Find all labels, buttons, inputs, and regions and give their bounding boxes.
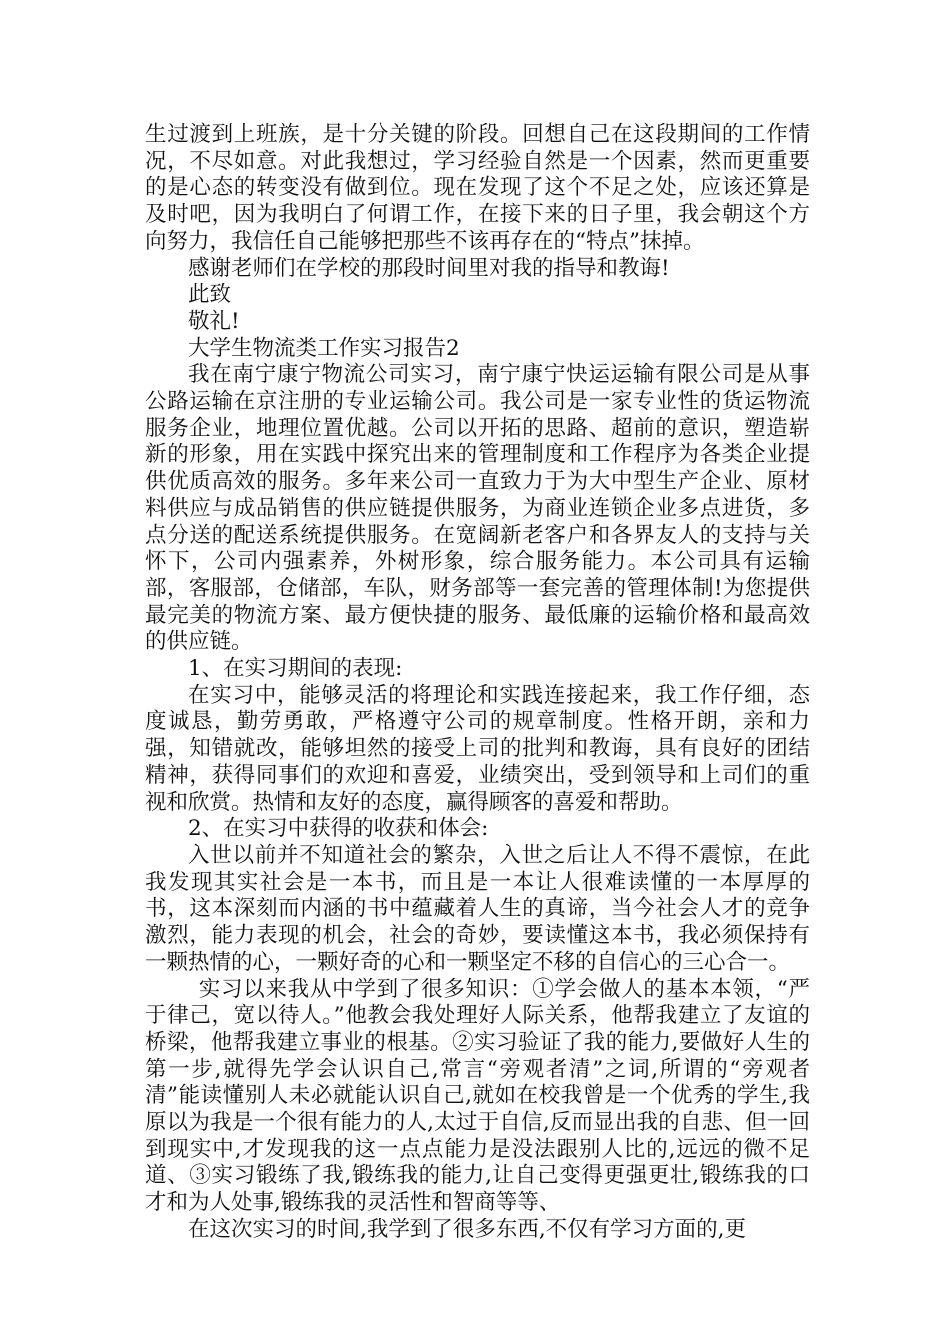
- section-heading-performance: 1、在实习期间的表现:: [188, 656, 403, 682]
- paragraph-thanks: 感谢老师们在学校的那段时间里对我的指导和教诲!: [188, 255, 670, 281]
- document-body: [145, 122, 810, 1244]
- closing-cizhi: 此致: [188, 282, 232, 308]
- section-heading-gains: 2、在实习中获得的收获和体会:: [188, 816, 489, 842]
- paragraph-continuation: 生过渡到上班族，是十分关键的阶段。回想自己在这段期间的工作情况，不尽如意。对此我想过，学习经验自然是一个因素，然而更重要的是心态的转变没有做到位。现在发现了这个不足之处，应该还算是及时吧，因为我明白了何谓工作，在接下来的日子里，我会朝这个方向努力，我信任自己能够把那些不该再存在的“特点”抹掉。: [145, 122, 810, 254]
- paragraph-company-intro: 我在南宁康宁物流公司实习，南宁康宁快运运输有限公司是从事公路运输在京注册的专业运输公司。我公司是一家专业性的货运物流服务企业，地理位置优越。公司以开拓的思路、超前的意识，塑造崭新的形象，用在实践中探究出来的管理制度和工作程序为各类企业提供优质高效的服务。多年来公司一直致力于为大中型生产企业、原材料供应与成品销售的供应链提供服务，为商业连锁企业多点进货，多点分送的配送系统提供服务。在宽阔新老客户和各界友人的支持与关怀下，公司内强素养，外树形象，综合服务能力。本公司具有运输部，客服部，仓储部，车队，财务部等一套完善的管理体制!为您提供最完美的物流方案、最方便快捷的服务、最低廉的运输价格和最高效的供应链。: [145, 362, 810, 655]
- paragraph-society: 入世以前并不知道社会的繁杂，入世之后让人不得不震惊，在此我发现其实社会是一本书，而且是一本让人很难读懂的一本厚厚的书，这本深刻而内涵的书中蕴藏着人生的真谛，当今社会人才的竞争激烈，能力表现的机会，社会的奇妙，要读懂这本书，我必须保持有一颗热情的心，一颗好奇的心和一颗坚定不移的自信心的三心合一。: [145, 842, 810, 975]
- paragraph-knowledge: 实习以来我从中学到了很多知识：①学会做人的基本本领，“严于律己，宽以待人。”他教会我处理好人际关系，他帮我建立了友谊的桥梁，他帮我建立事业的根基。②实习验证了我的能力,要做好人生的第一步,就得先学会认识自己,常言“旁观者清”之词,所谓的“旁观者清”能读懂别人未必就能认识自己,就如在校我曾是一个优秀的学生,我原以为我是一个很有能力的人,太过于自信,反而显出我的自悲、但一回到现实中,才发现我的这一点点能力是没法跟别人比的,远远的微不足道、③实习锻练了我,锻练我的能力,让自己变得更强更壮,锻练我的口才和为人处事,锻练我的灵活性和智商等等、: [145, 976, 810, 1216]
- closing-jingli: 敬礼!: [188, 308, 240, 334]
- paragraph-learned: 在这次实习的时间,我学到了很多东西,不仅有学习方面的,更: [188, 1216, 747, 1242]
- report-title: 大学生物流类工作实习报告2: [188, 335, 460, 361]
- paragraph-performance: 在实习中，能够灵活的将理论和实践连接起来，我工作仔细，态度诚恳，勤劳勇敢，严格遵守公司的规章制度。性格开朗，亲和力强，知错就改，能够坦然的接受上司的批判和教诲，具有良好的团结精神，获得同事们的欢迎和喜爱，业绩突出，受到领导和上司们的重视和欣赏。热情和友好的态度，赢得顾客的喜爱和帮助。: [145, 682, 810, 815]
